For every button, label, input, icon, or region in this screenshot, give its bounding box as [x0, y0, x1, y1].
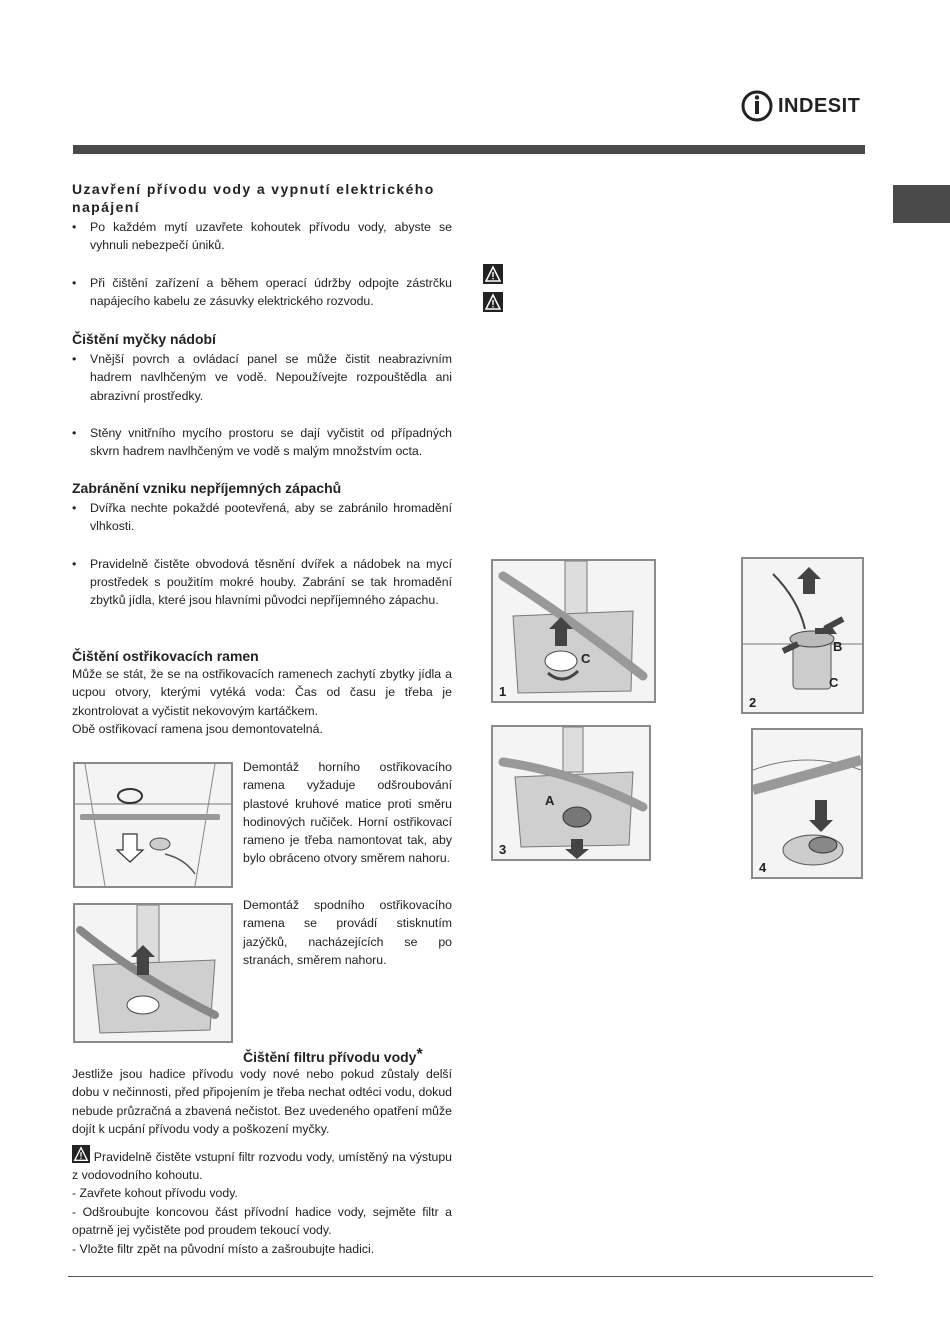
section-inlet-filter-title: [243, 1046, 453, 1067]
list-item: • Vnější povrch a ovládací panel se může čistit neabrazivním hadrem navlhčeným ve vodě. Nepoužívejte rozpouštědla ani abrazivní prostředky.: [72, 350, 452, 405]
section-title: Zabránění vzniku nepříjemných zápachů: [72, 480, 342, 496]
lower-arm-illustration: [73, 903, 233, 1043]
paragraph: Obě ostřikovací ramena jsou demontovatelná.: [72, 722, 323, 737]
warning-triangle-icon: [483, 264, 503, 284]
step-item: - Vložte filtr zpět na původní místo a zašroubujte hadici.: [72, 1241, 375, 1256]
list-item: • Stěny vnitřního mycího prostoru se dají vyčistit od případných skvrn hadrem navlhčeným ve vodě s malým množstvím octa.: [72, 424, 452, 461]
figure-label-b: B: [833, 639, 843, 654]
list-item: • Po každém mytí uzavřete kohoutek přívodu vody, abyste se vyhnuli nebezpečí úniků.: [72, 218, 452, 255]
footnote-asterisk: *: [416, 1046, 423, 1063]
brand-logo: [740, 90, 865, 122]
lower-arm-text: Demontáž spodního ostřikovacího ramena se provádí stisknutím jazýčků, nacházejících se po stranách, směrem nahoru.: [243, 898, 452, 967]
section-title-cont: napájení: [72, 199, 140, 215]
section-title: Čištění ostřikovacích ramen: [72, 648, 259, 664]
language-tab: [893, 185, 950, 223]
figure-2: [741, 557, 864, 714]
step-item: - Zavřete kohout přívodu vody.: [72, 1186, 238, 1201]
section-cleaning: [72, 330, 452, 460]
upper-arm-text: Demontáž horního ostřikovacího ramena vyžaduje odšroubování plastové kruhové matice proti směru hodinových ručiček. Horní ostřikovací rameno je třeba namontovat tak, aby bylo obráceno otvory směrem nahoru.: [243, 760, 452, 866]
list-item: • Pravidelně čistěte obvodová těsnění dvířek a nádobek na mycí prostředek s použitím mokré houby. Zabrání se tak hromadění zbytků jídla, které jsou hlavními původci nepříjemného zápachu.: [72, 555, 452, 610]
figure-number: 2: [749, 695, 757, 710]
step-item: - Odšroubujte koncovou část přívodní hadice vody, sejměte filtr a opatrně jej vyčistěte pod proudem tekoucí vody.: [72, 1204, 452, 1238]
upper-arm-illustration: [73, 762, 233, 888]
figure-label-a: A: [545, 793, 555, 808]
footer-rule: [68, 1276, 873, 1277]
figure-number: 4: [759, 860, 767, 875]
figure-label-c: C: [829, 675, 839, 690]
figure-number: 1: [499, 684, 507, 699]
section-inlet-filter: [72, 1065, 452, 1258]
list-item: • Dvířka nechte pokaždé pootevřená, aby se zabránilo hromadění vlhkosti.: [72, 499, 452, 536]
figure-4: [751, 728, 863, 879]
list-item: • Při čištění zařízení a během operací údržby odpojte zástrčku napájecího kabelu ze zásuvky elektrického rozvodu.: [72, 274, 452, 311]
figure-1: [491, 559, 656, 703]
warning-paragraph: [72, 1145, 452, 1185]
section-title: Čištění myčky nádobí: [72, 331, 216, 347]
section-water-power: [72, 180, 452, 310]
brand-name: INDESIT: [778, 94, 861, 117]
warning-triangle-icon: [72, 1145, 90, 1163]
indesit-logo-icon: [740, 89, 774, 123]
figure-label-c: C: [581, 651, 591, 666]
paragraph: Může se stát, že se na ostřikovacích ramenech zachytí zbytky jídla a ucpou otvory, kterými vytéká voda: Čas od času je třeba je zkontrolovat a vyčistit nekovovým kartáčkem.: [72, 667, 452, 718]
section-odors: [72, 479, 452, 609]
warning-text: Pravidelně čistěte vstupní filtr rozvodu vody, umístěný na výstupu z vodovodního kohoutu.: [72, 1149, 452, 1183]
section-spray-arms: [72, 647, 452, 739]
paragraph: Jestliže jsou hadice přívodu vody nové nebo pokud zůstaly delší dobu v nečinnosti, před připojením je třeba nechat odtéci vodu, dokud nebude průzračná a zbavená nečistot. Bez uvedeného opatření může dojít k ucpání přívodu vody a poškození myčky.: [72, 1067, 452, 1137]
figure-number: 3: [499, 842, 507, 857]
section-title: Čištění filtru přívodu vody: [243, 1049, 417, 1065]
warning-triangle-icon: [483, 292, 503, 312]
section-title: Uzavření přívodu vody a vypnutí elektrického: [72, 181, 435, 197]
header-rule: [73, 145, 865, 154]
figure-3: [491, 725, 651, 861]
